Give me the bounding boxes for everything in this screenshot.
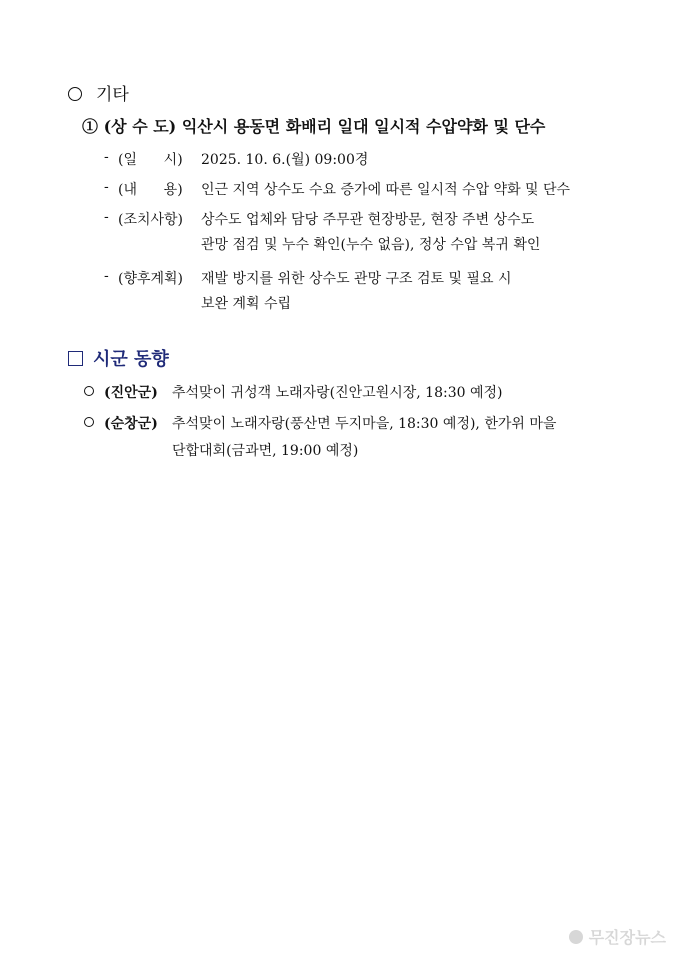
dash-bullet: - (104, 209, 109, 225)
small-circle-bullet-icon (84, 386, 94, 396)
dash-bullet: - (104, 179, 109, 195)
detail-value-plan-line2: 보완 계획 수립 (201, 296, 292, 312)
item-title-text: (상 수 도) 익산시 용동면 화배리 일대 일시적 수압약화 및 단수 (103, 117, 546, 136)
watermark-text: 무진장뉴스 (588, 928, 666, 947)
watermark-logo-icon (569, 930, 583, 944)
square-bullet-icon (68, 351, 83, 366)
detail-value-content: 인근 지역 상수도 수요 증가에 따른 일시적 수압 약화 및 단수 (201, 182, 571, 198)
dash-bullet: - (104, 268, 109, 284)
item-number: ① (82, 117, 99, 136)
small-circle-bullet-icon (84, 417, 94, 427)
detail-value-plan-line1: 재발 방지를 위한 상수도 관망 구조 검토 및 필요 시 (201, 271, 512, 287)
detail-key-plan: (향후계획) (118, 271, 184, 287)
county-value-sunchang-line2: 단합대회(금과면, 19:00 예정) (172, 443, 359, 459)
detail-key-date: (일 시) (118, 152, 183, 168)
section-heading-county (68, 345, 169, 371)
circle-bullet-icon (68, 87, 82, 101)
detail-key-action: (조치사항) (118, 212, 184, 228)
dash-bullet: - (104, 149, 109, 165)
county-key-sunchang: (순창군) (104, 416, 158, 432)
detail-value-action-line2: 관망 점검 및 누수 확인(누수 없음), 정상 수압 복귀 확인 (201, 237, 541, 253)
section-heading-other-text: 기타 (96, 85, 129, 105)
section-heading-county-text: 시군 동향 (93, 349, 169, 370)
item-title (82, 114, 545, 137)
detail-value-date: 2025. 10. 6.(월) 09:00경 (201, 152, 369, 168)
watermark-logo (569, 925, 666, 948)
county-key-jinan: (진안군) (104, 385, 158, 401)
county-value-jinan: 추석맞이 귀성객 노래자랑(진안고원시장, 18:30 예정) (172, 385, 503, 401)
section-heading-other (68, 80, 129, 105)
detail-value-action-line1: 상수도 업체와 담당 주무관 현장방문, 현장 주변 상수도 (201, 212, 535, 228)
detail-key-content: (내 용) (118, 182, 183, 198)
county-value-sunchang-line1: 추석맞이 노래자랑(풍산면 두지마을, 18:30 예정), 한가위 마을 (172, 416, 557, 432)
